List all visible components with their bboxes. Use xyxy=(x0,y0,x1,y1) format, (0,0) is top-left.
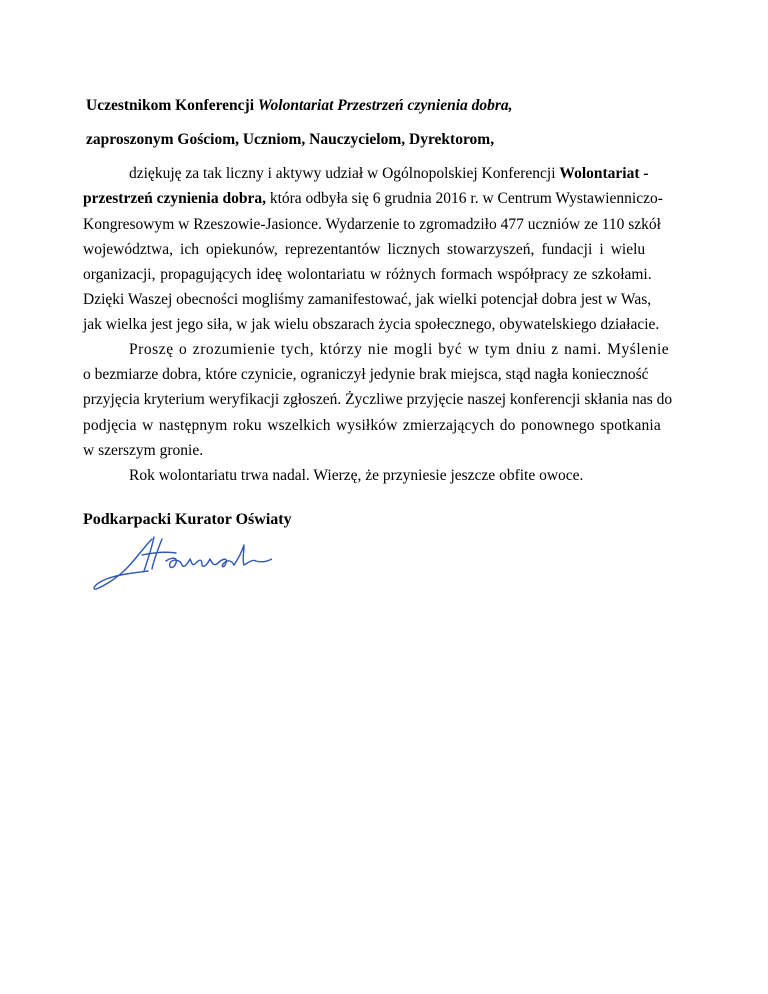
signoff-title: Podkarpacki Kurator Oświaty xyxy=(83,511,292,528)
paragraph-2-line-1: Proszę o zrozumienie tych, którzy nie mogli być w tym dniu z nami. Myślenie xyxy=(129,341,670,358)
paragraph-1-line-4: województwa, ich opiekunów, reprezentantów licznych stowarzyszeń, fundacji i wielu xyxy=(83,241,646,258)
paragraph-1-line-3: Kongresowym w Rzeszowie-Jasionce. Wydarzenie to zgromadziło 477 uczniów ze 110 szkół xyxy=(83,216,661,233)
p1-l2-bold: przestrzeń czynienia dobra, xyxy=(83,190,266,207)
paragraph-1-line-5: organizacji, propagujących ideę wolontariatu w różnych formach współpracy ze szkołami. xyxy=(83,266,652,283)
handwritten-signature xyxy=(92,533,272,597)
paragraph-1-line-2 xyxy=(83,189,663,209)
p1-l1-text: dziękuję za tak liczny i aktywy udział w Ogólnopolskiej Konferencji xyxy=(129,165,560,182)
paragraph-3-line-1: Rok wolontariatu trwa nadal. Wierzę, że przyniesie jeszcze obfite owoce. xyxy=(129,467,584,484)
salutation-line-2: zaproszonym Gościom, Uczniom, Nauczycielom, Dyrektorom, xyxy=(86,131,495,148)
paragraph-1-line-6: Dzięki Waszej obecności mogliśmy zamanifestować, jak wielki potencjał dobra jest w Was, xyxy=(83,291,652,308)
paragraph-2-line-2: o bezmiarze dobra, które czynicie, ograniczył jedynie brak miejsca, stąd nagła konieczność xyxy=(83,366,649,383)
paragraph-1-line-1 xyxy=(129,164,649,184)
salutation-line-1 xyxy=(86,96,513,116)
paragraph-2-line-3: przyjęcia kryterium weryfikacji zgłoszeń. Życzliwe przyjęcie naszej konferencji skłania nas do xyxy=(83,391,673,408)
p1-l2-text: która odbyła się 6 grudnia 2016 r. w Centrum Wystawienniczo- xyxy=(265,190,663,207)
paragraph-1-line-7: jak wielka jest jego siła, w jak wielu obszarach życia społecznego, obywatelskiego działacie. xyxy=(83,316,660,333)
salutation-prefix: Uczestnikom Konferencji xyxy=(86,97,258,114)
paragraph-2-line-4: podjęcia w następnym roku wszelkich wysiłków zmierzających do ponownego spotkania xyxy=(83,417,661,434)
conference-title: Wolontariat Przestrzeń czynienia dobra, xyxy=(257,97,513,114)
paragraph-2-line-5: w szerszym gronie. xyxy=(83,442,204,459)
p1-l1-bold: Wolontariat - xyxy=(559,165,649,182)
